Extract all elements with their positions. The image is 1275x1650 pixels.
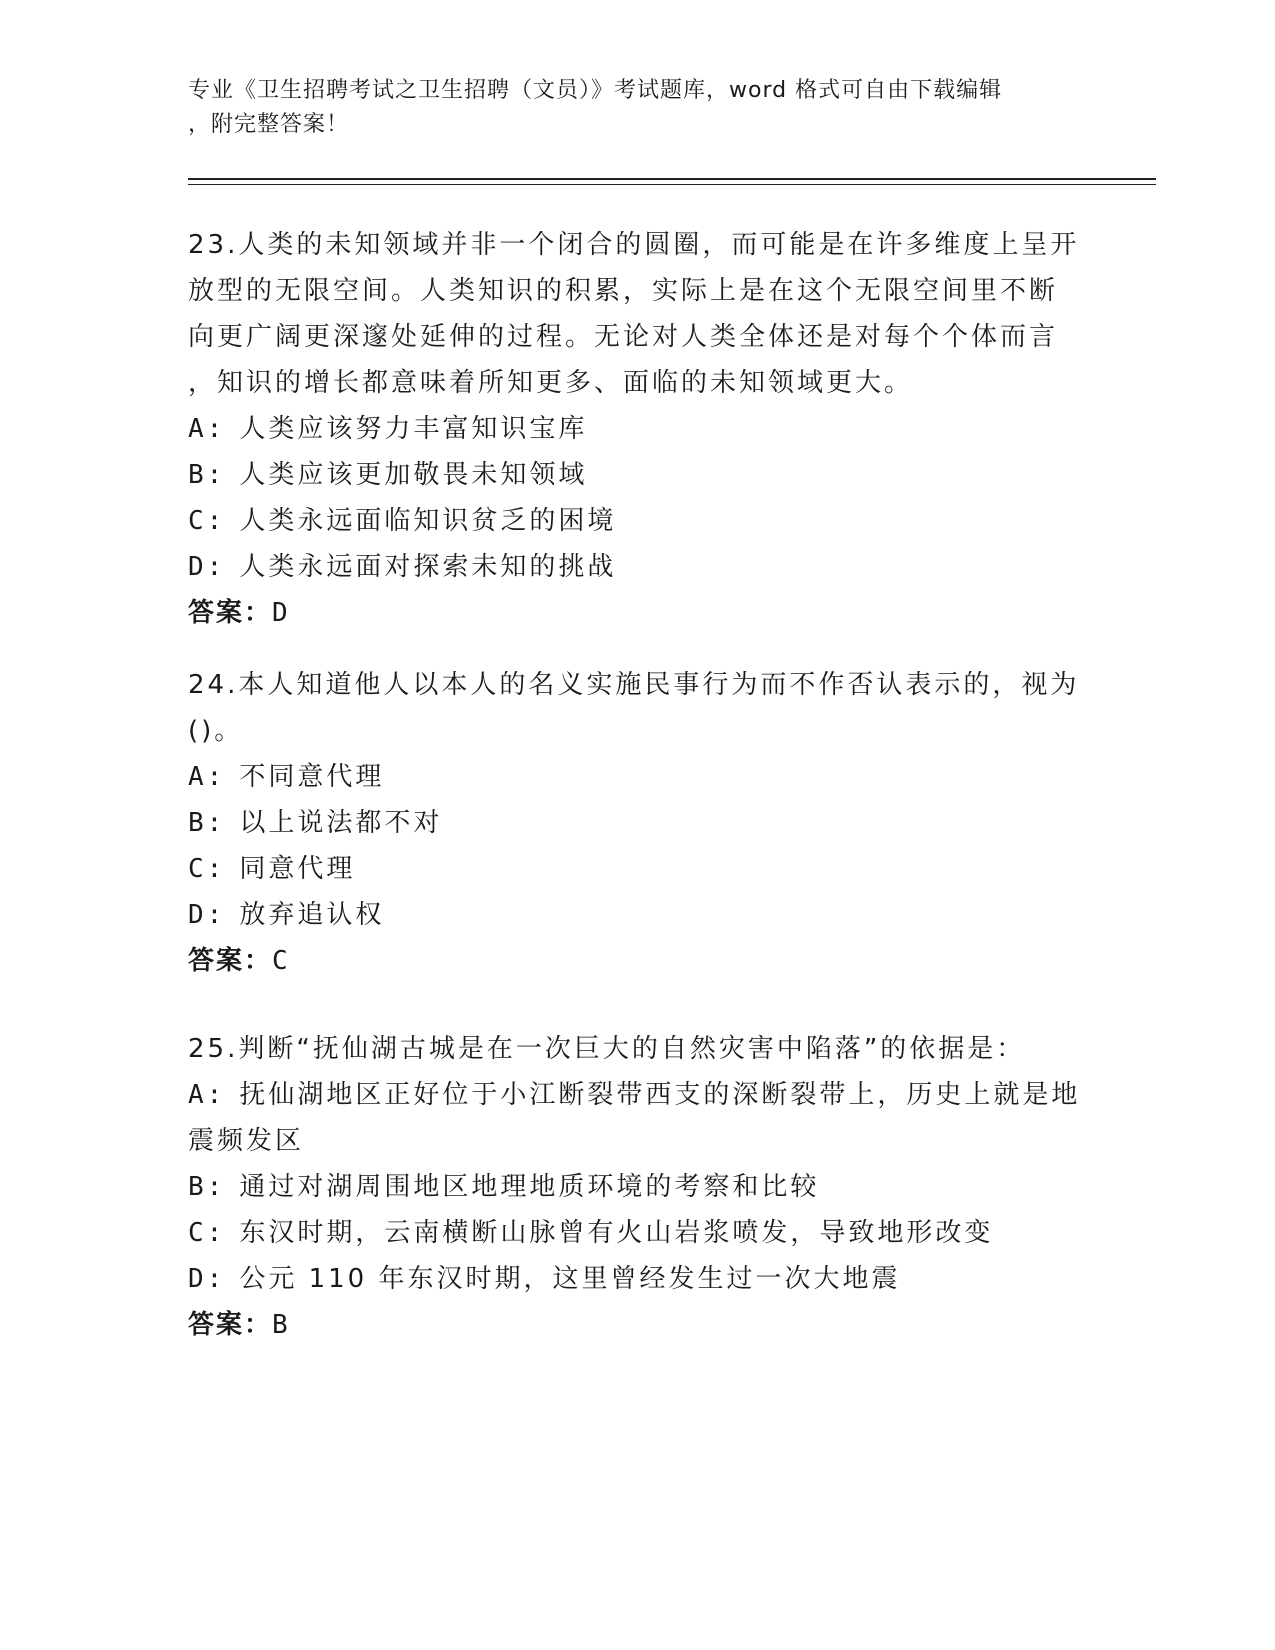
option-label: A: — [188, 414, 226, 444]
question-stem-line: ()。 — [188, 716, 244, 746]
question-stem-line: ，知识的增长都意味着所知更多、面临的未知领域更大。 — [188, 368, 914, 398]
option-d — [188, 544, 1088, 590]
option-b — [188, 1164, 1088, 1210]
option-label: A: — [188, 1080, 226, 1110]
option-a — [188, 1072, 1088, 1118]
option-c — [188, 1210, 1088, 1256]
question-23 — [188, 222, 1088, 636]
option-label: D: — [188, 552, 226, 582]
option-label: D: — [188, 900, 226, 930]
question-stem-line: 24.本人知道他人以本人的名义实施民事行为而不作否认表示的，视为 — [188, 670, 1080, 700]
option-label: B: — [188, 808, 226, 838]
answer-line — [188, 590, 1088, 636]
option-label: C: — [188, 854, 226, 884]
header-divider — [188, 178, 1156, 180]
question-stem-line: 向更广阔更深邃处延伸的过程。无论对人类全体还是对每个个体而言 — [188, 322, 1059, 352]
option-b — [188, 800, 1088, 846]
header-line-1: 专业《卫生招聘考试之卫生招聘（文员）》考试题库，word 格式可自由下载编辑 — [188, 78, 1003, 103]
option-c — [188, 498, 1088, 544]
option-text: 不同意代理 — [239, 762, 385, 792]
option-d — [188, 1256, 1088, 1302]
option-text: 公元 110 年东汉时期，这里曾经发生过一次大地震 — [239, 1264, 901, 1294]
answer-line — [188, 1302, 1088, 1348]
question-24 — [188, 662, 1088, 984]
option-label: C: — [188, 506, 226, 536]
answer-value: B — [272, 1310, 290, 1340]
option-text: 放弃追认权 — [239, 900, 385, 930]
option-d — [188, 892, 1088, 938]
option-text: 同意代理 — [239, 854, 356, 884]
answer-label: 答案： — [188, 946, 273, 976]
answer-value: D — [272, 598, 290, 628]
header-divider-thin — [188, 184, 1156, 185]
option-label: B: — [188, 460, 226, 490]
option-b — [188, 452, 1088, 498]
option-label: B: — [188, 1172, 226, 1202]
option-label: A: — [188, 762, 226, 792]
answer-label: 答案： — [188, 1310, 273, 1340]
option-text: 东汉时期，云南横断山脉曾有火山岩浆喷发，导致地形改变 — [239, 1218, 994, 1248]
option-a — [188, 406, 1088, 452]
answer-value: C — [272, 946, 290, 976]
question-stem-line: 放型的无限空间。人类知识的积累，实际上是在这个无限空间里不断 — [188, 276, 1059, 306]
option-a-continued: 震频发区 — [188, 1126, 305, 1156]
answer-label: 答案： — [188, 598, 273, 628]
option-a — [188, 754, 1088, 800]
option-text: 人类应该努力丰富知识宝库 — [239, 414, 588, 444]
option-text: 人类应该更加敬畏未知领域 — [239, 460, 588, 490]
document-header — [188, 74, 1068, 142]
option-c — [188, 846, 1088, 892]
option-text: 以上说法都不对 — [239, 808, 443, 838]
option-text: 通过对湖周围地区地理地质环境的考察和比较 — [239, 1172, 820, 1202]
option-text: 人类永远面临知识贫乏的困境 — [239, 506, 617, 536]
option-text: 人类永远面对探索未知的挑战 — [239, 552, 617, 582]
header-line-2: ，附完整答案！ — [188, 112, 350, 137]
question-stem-line: 25.判断“抚仙湖古城是在一次巨大的自然灾害中陷落”的依据是： — [188, 1034, 1026, 1064]
answer-line — [188, 938, 1088, 984]
question-25 — [188, 1026, 1088, 1348]
option-label: C: — [188, 1218, 226, 1248]
question-stem-line: 23.人类的未知领域并非一个闭合的圆圈，而可能是在许多维度上呈开 — [188, 230, 1080, 260]
option-text: 抚仙湖地区正好位于小江断裂带西支的深断裂带上，历史上就是地 — [239, 1080, 1081, 1110]
option-label: D: — [188, 1264, 226, 1294]
